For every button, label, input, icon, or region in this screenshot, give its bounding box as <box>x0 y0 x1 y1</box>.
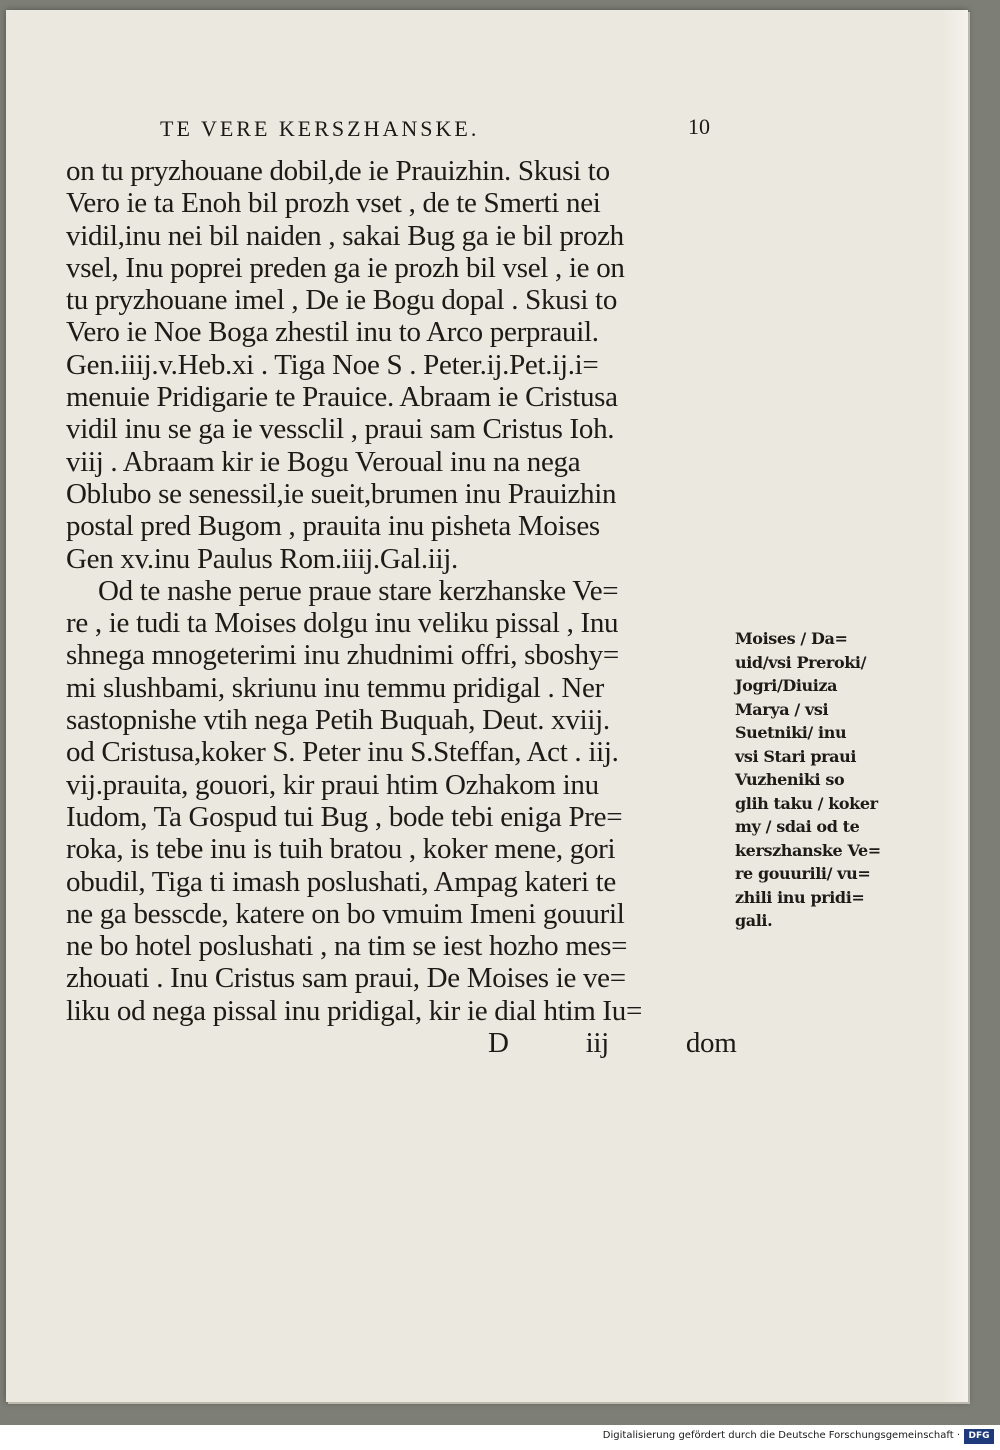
text-line: liku od nega pissal inu pridigal, kir ie dial htim Iu= <box>66 994 643 1027</box>
marginal-line: re gouurili/ vu= <box>735 864 871 883</box>
text-line: ne bo hotel poslushati , na tim se iest hozho mes= <box>66 930 628 963</box>
text-line: mi slushbami, skriunu inu temmu pridigal . Ner <box>66 671 604 704</box>
running-head-title: TE VERE KERSZHANSKE. <box>160 116 480 141</box>
marginal-line: Moises / Da= <box>735 629 848 648</box>
marginal-line: Suetniki/ inu <box>735 723 847 742</box>
text-line: vidil,inu nei bil naiden , sakai Bug ga ie bil prozh <box>66 219 624 252</box>
marginal-line: vsi Stari praui <box>735 746 857 766</box>
marginal-line: Jogri/Diuiza <box>735 676 838 695</box>
page-edge <box>942 10 968 1402</box>
text-line: od Cristusa,koker S. Peter inu S.Steffan, Act . iij. <box>66 736 619 769</box>
footer-bar <box>0 1425 1000 1450</box>
text-line: Gen xv.inu Paulus Rom.iiij.Gal.iij. <box>66 542 459 575</box>
text-line: re , ie tudi ta Moises dolgu inu veliku pissal , Inu <box>66 607 619 640</box>
main-text-block <box>66 155 741 1059</box>
marginal-line: zhili inu pridi= <box>735 887 865 907</box>
marginal-line: my / sdai od te <box>735 817 860 836</box>
marginal-line: Marya / vsi <box>735 699 829 719</box>
text-line: Oblubo se senessil,ie sueit,brumen inu Prauizhin <box>66 477 617 510</box>
paragraph-start-line: Od te nashe perue praue stare kerzhanske Ve= <box>98 574 619 607</box>
text-line: Vero ie Noe Boga zhestil inu to Arco perprauil. <box>66 316 599 349</box>
marginal-line: kerszhanske Ve= <box>735 840 881 860</box>
running-head <box>130 116 730 146</box>
text-line: Vero ie ta Enoh bil prozh vset , de te Smerti nei <box>66 187 601 220</box>
text-line: viij . Abraam kir ie Bogu Veroual inu na nega <box>66 445 581 478</box>
marginal-line: uid/vsi Preroki/ <box>735 652 867 672</box>
text-line: obudil, Tiga ti imash poslushati, Ampag kateri te <box>66 865 616 898</box>
text-line: vsel, Inu poprei preden ga ie prozh bil vsel , ie on <box>66 251 625 284</box>
dfg-logo: DFG <box>964 1429 994 1444</box>
text-line: tu pryzhouane imel , De ie Bogu dopal . Skusi to <box>66 284 618 317</box>
marginal-note <box>735 627 915 933</box>
text-line: roka, is tebe inu is tuih bratou , koker mene, gori <box>66 833 616 866</box>
text-line: vij.prauita, gouori, kir praui htim Ozhakom inu <box>66 768 599 801</box>
text-line: sastopnishe vtih nega Petih Buquah, Deut. xviij. <box>66 704 610 737</box>
text-line: postal pred Bugom , prauita inu pisheta Moises <box>66 510 600 543</box>
text-line: ne ga besscde, katere on bo vmuim Imeni gouuril <box>66 897 625 930</box>
marginal-line: Vuzheniki so <box>735 770 845 789</box>
marginal-line: gali. <box>735 911 773 930</box>
page-number: 10 <box>688 114 710 139</box>
text-line: shnega mnogeterimi inu zhudnimi offri, sboshy= <box>66 639 619 672</box>
funding-notice: Digitalisierung gefördert durch die Deutsche Forschungsgemeinschaft · <box>602 1430 960 1441</box>
text-line: Iudom, Ta Gospud tui Bug , bode tebi eniga Pre= <box>66 800 623 833</box>
signature-catchword-line: D iij dom <box>488 1027 737 1060</box>
text-line: menuie Pridigarie te Prauice. Abraam ie Cristusa <box>66 381 618 414</box>
text-line: on tu pryzhouane dobil,de ie Prauizhin. Skusi to <box>66 155 610 187</box>
text-line: Gen.iiij.v.Heb.xi . Tiga Noe S . Peter.ij.Pet.ij.i= <box>66 348 599 381</box>
text-line: zhouati . Inu Cristus sam praui, De Moises ie ve= <box>66 962 626 995</box>
text-line: vidil inu se ga ie vessclil , praui sam Cristus Ioh. <box>66 413 615 446</box>
marginal-line: glih taku / koker <box>735 793 878 813</box>
